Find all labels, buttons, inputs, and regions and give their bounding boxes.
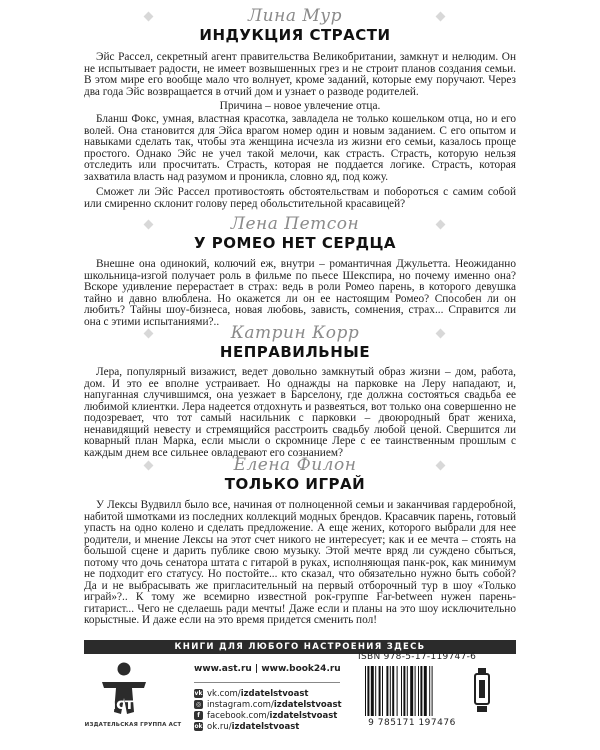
barcode-icon <box>364 666 458 716</box>
ornament-icon <box>143 219 155 231</box>
promo-band: КНИГИ ДЛЯ ЛЮБОГО НАСТРОЕНИЯ ЗДЕСЬ <box>84 640 516 654</box>
book-title: У РОМЕО НЕТ СЕРДЦА <box>193 234 397 252</box>
book-blurb: У Лексы Вудвилл было все, начиная от полноценной семьи и заканчивая гардеробной, набитой шмотками из последних коллекций модных брендов. Красавчик парень, готовый упасть на одно колено и сделать предложение. А еще жених, которого выбрали для нее родители, и мнение Лексы на этот счет никого не интересует; как и ее мечта – стоять на большой сцене и дарить публике свою музыку. Этой мечте вряд ли суждено сбыться, потому что дочь сенатора штата с гитарой в руках, исполняющая панк-рок, как минимум не подходит его статусу. Но постойте... кто сказал, что обязательно нужно быть собой? Да и не выбрасывать же пригласительный на первый отборочный тур в шоу «Только играй»?.. К тому же всемирно известной рок-группе Far-between нужен парень-гитарист... Чего не сделаешь ради мечты! Даже если и планы на это шоу исключительно корыстные. И даже если на это время придется сменить пол! <box>84 499 516 626</box>
ornament-icon <box>435 219 447 231</box>
publisher-sites[interactable]: www.ast.ru | www.book24.ru <box>194 664 341 674</box>
lantern-mark-icon <box>472 666 492 716</box>
book-blurb: Внешне она одинокий, колючий еж, внутри – романтичная Джульетта. Неожиданно школьница-изгой получает роль в фильме по пьесе Шекспира, но почему именно она? Вскоре удивление перерастает в страх: ведь в роли Ромео парень, в которого девушка тайно и давно влюблена. Но окажется ли он ее настоящим Ромео? Способен ли он любить? Тайны шоу-бизнеса, новая любовь, зависть, сомнения, страх... Справится ли она с этими испытаниями?.. <box>84 258 516 328</box>
book-author: Лина Мур <box>247 6 343 26</box>
social-link-instagram[interactable]: ◎ instagram.com/izdatelstvoast <box>195 699 342 710</box>
book-blurb: Лера, популярный визажист, ведет довольно замкнутый образ жизни – дом, работа, дом. И это ее вполне устраивает. Но однажды на парковке на Леру нападают, и, напуганная случившимся, она уезжает в Барселону, где должна состояться свадьба ее любимой клиентки. Лера надеется отдохнуть и развеяться, вот только она совершенно не подозревает, что тот самый насильник с парковки – двоюродный брат жениха, ненавидящий невесту и стремящийся расстроить свадьбу любой ценой. Свершится ли коварный план Марка, если мысли о скромнице Лере с ее таинственным прошлым с каждым днем все сильнее овладевают его сознанием? <box>84 366 516 459</box>
social-link-ok[interactable]: ok ok.ru/izdatelstvoast <box>194 721 300 732</box>
ornament-icon <box>435 11 447 23</box>
book-heading-1 <box>105 7 485 47</box>
social-link-vk[interactable]: vk vk.com/izdatelstvoast <box>194 688 309 699</box>
ornament-icon <box>435 460 447 472</box>
publisher-imprint: ИЗДАТЕЛЬСКАЯ ГРУППА АСТ <box>84 722 182 728</box>
ornament-icon <box>143 460 155 472</box>
logo-text: аст <box>106 695 134 713</box>
book-title: ТОЛЬКО ИГРАЙ <box>224 475 366 493</box>
ok-icon: ok <box>194 723 203 730</box>
book-heading-4 <box>105 456 485 496</box>
ornament-icon <box>143 328 155 340</box>
divider <box>194 682 340 683</box>
social-links <box>194 688 354 732</box>
book-blurb-question: Сможет ли Эйс Рассел противостоять обстоятельствам и побороться с самим собой или смиренно склонит голову перед обольстительной красавицей? <box>84 186 516 210</box>
book-heading-3 <box>105 324 485 364</box>
book-heading-2 <box>105 215 485 255</box>
ast-logo-icon <box>86 660 162 722</box>
isbn-label: ISBN 978-5-17-119747-6 <box>358 652 477 662</box>
barcode-number: 9 785171 197476 <box>368 718 456 728</box>
social-link-facebook[interactable]: f facebook.com/izdatelstvoast <box>194 710 354 721</box>
instagram-icon: ◎ <box>195 701 202 708</box>
book-author: Лена Петсон <box>230 214 360 234</box>
book-blurb: Эйс Рассел, секретный агент правительства Великобритании, замкнут и нелюдим. Он не испытывает радости, не имеет возвышенных грез и не строит планов создания семьи. В этом мире его вообще мало что волнует, кроме заданий, которые ему поручают. Через два года Эйс возвращается в отчий дом и узнает о разводе родителей. <box>84 51 516 98</box>
book-blurb-continued: Бланш Фокс, умная, властная красотка, завладела не только кошельком отца, но и его волей. Она становится для Эйса врагом номер один и новым заданием. С его опытом и навыками сделать так, чтобы эта женщина исчезла из жизни его семьи, казалось проще простого. Однако Эйс не учел такой мелочи, как страсть. Страсть, которую нельзя отследить или просчитать. Страсть, которая не поддается логике. Страсть, которая захватила власть над разумом и проникла, словно яд, под кожу. <box>84 113 516 183</box>
facebook-icon: f <box>194 711 203 720</box>
vk-icon: vk <box>194 690 203 697</box>
book-title: ИНДУКЦИЯ СТРАСТИ <box>199 26 391 44</box>
book-author: Елена Филон <box>233 455 357 475</box>
book-title: НЕПРАВИЛЬНЫЕ <box>219 343 371 361</box>
book-blurb-cause: Причина – новое увлечение отца. <box>219 100 381 112</box>
book-author: Катрин Корр <box>230 323 360 343</box>
ornament-icon <box>435 328 447 340</box>
ornament-icon <box>143 11 155 23</box>
